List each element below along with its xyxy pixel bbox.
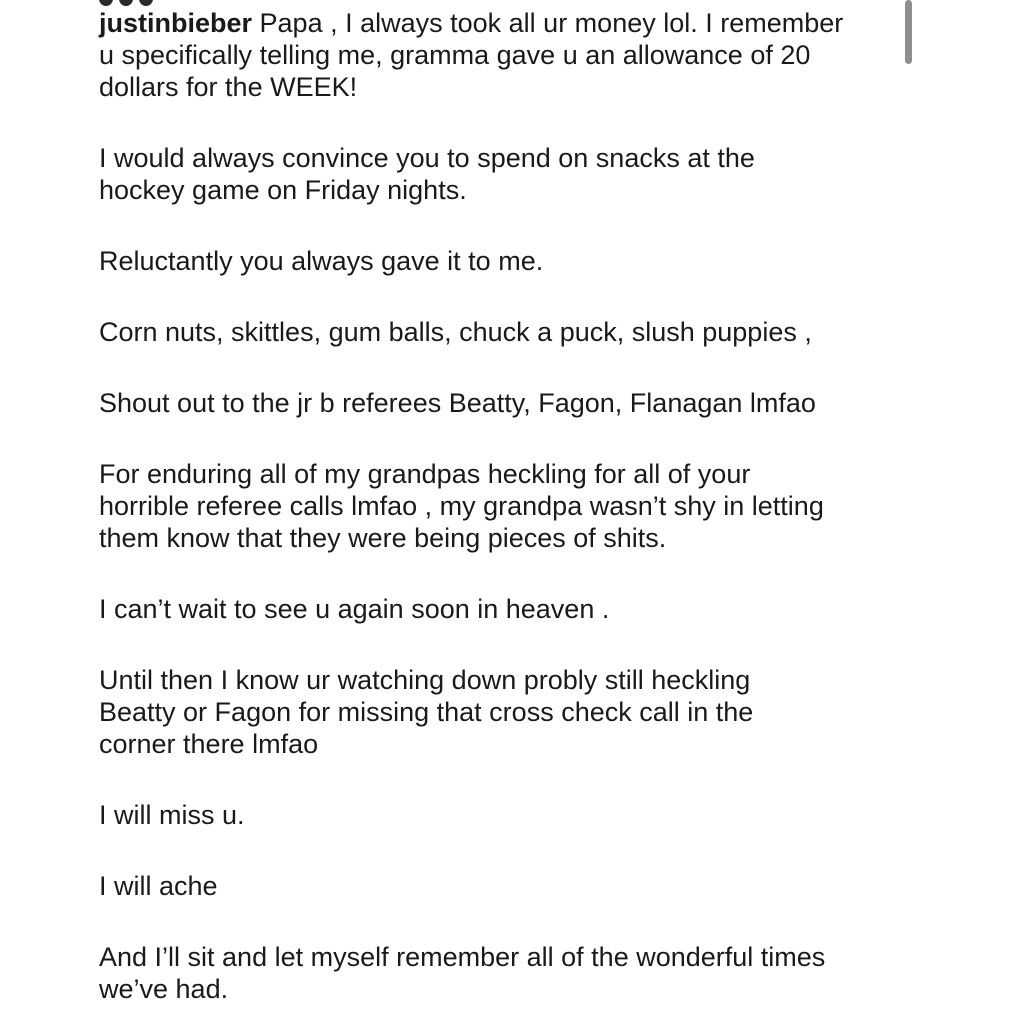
caption-line: u specifically telling me, gramma gave u an allowance of 20 (99, 40, 811, 70)
caption-line: Until then I know ur watching down probly still heckling (99, 665, 751, 695)
caption-line: I can’t wait to see u again soon in heaven . (99, 594, 610, 624)
caption-line: Corn nuts, skittles, gum balls, chuck a puck, slush puppies , (99, 317, 812, 347)
caption-line: I will ache (99, 871, 218, 901)
dot (119, 0, 133, 6)
caption-paragraph (99, 458, 899, 554)
dot (99, 0, 113, 6)
caption-paragraph (99, 387, 899, 419)
caption-line (99, 7, 899, 39)
caption-line: Beatty or Fagon for missing that cross check call in the (99, 697, 754, 727)
caption-line: Reluctantly you always gave it to me. (99, 246, 544, 276)
caption-body (99, 142, 899, 1005)
scrollbar[interactable] (905, 0, 912, 64)
caption-line: I will miss u. (99, 800, 245, 830)
caption-paragraph (99, 870, 899, 902)
caption-line: Shout out to the jr b referees Beatty, Fagon, Flanagan lmfao (99, 388, 816, 418)
caption-text: Papa , I always took all ur money lol. I remember (252, 8, 844, 38)
caption-line: corner there lmfao (99, 729, 319, 759)
caption-line: dollars for the WEEK! (99, 72, 358, 102)
caption-paragraph (99, 941, 899, 1005)
caption-paragraph (99, 245, 899, 277)
caption-paragraph (99, 593, 899, 625)
caption-line: we’ve had. (99, 974, 229, 1004)
caption-paragraph (99, 316, 899, 348)
caption-line: I would always convince you to spend on snacks at the (99, 143, 755, 173)
caption-paragraph (99, 142, 899, 206)
username-link[interactable]: justinbieber (99, 8, 253, 38)
caption-line: them know that they were being pieces of shits. (99, 523, 667, 553)
caption-line: For enduring all of my grandpas heckling for all of your (99, 459, 751, 489)
post-caption (99, 7, 899, 1024)
more-options-icon[interactable] (99, 0, 153, 6)
caption-line: hockey game on Friday nights. (99, 175, 467, 205)
caption-line: And I’ll sit and let myself remember all of the wonderful times (99, 942, 826, 972)
caption-paragraph (99, 7, 899, 103)
caption-paragraph (99, 664, 899, 760)
caption-line: horrible referee calls lmfao , my grandpa wasn’t shy in letting (99, 491, 824, 521)
dot (139, 0, 153, 6)
caption-paragraph (99, 799, 899, 831)
